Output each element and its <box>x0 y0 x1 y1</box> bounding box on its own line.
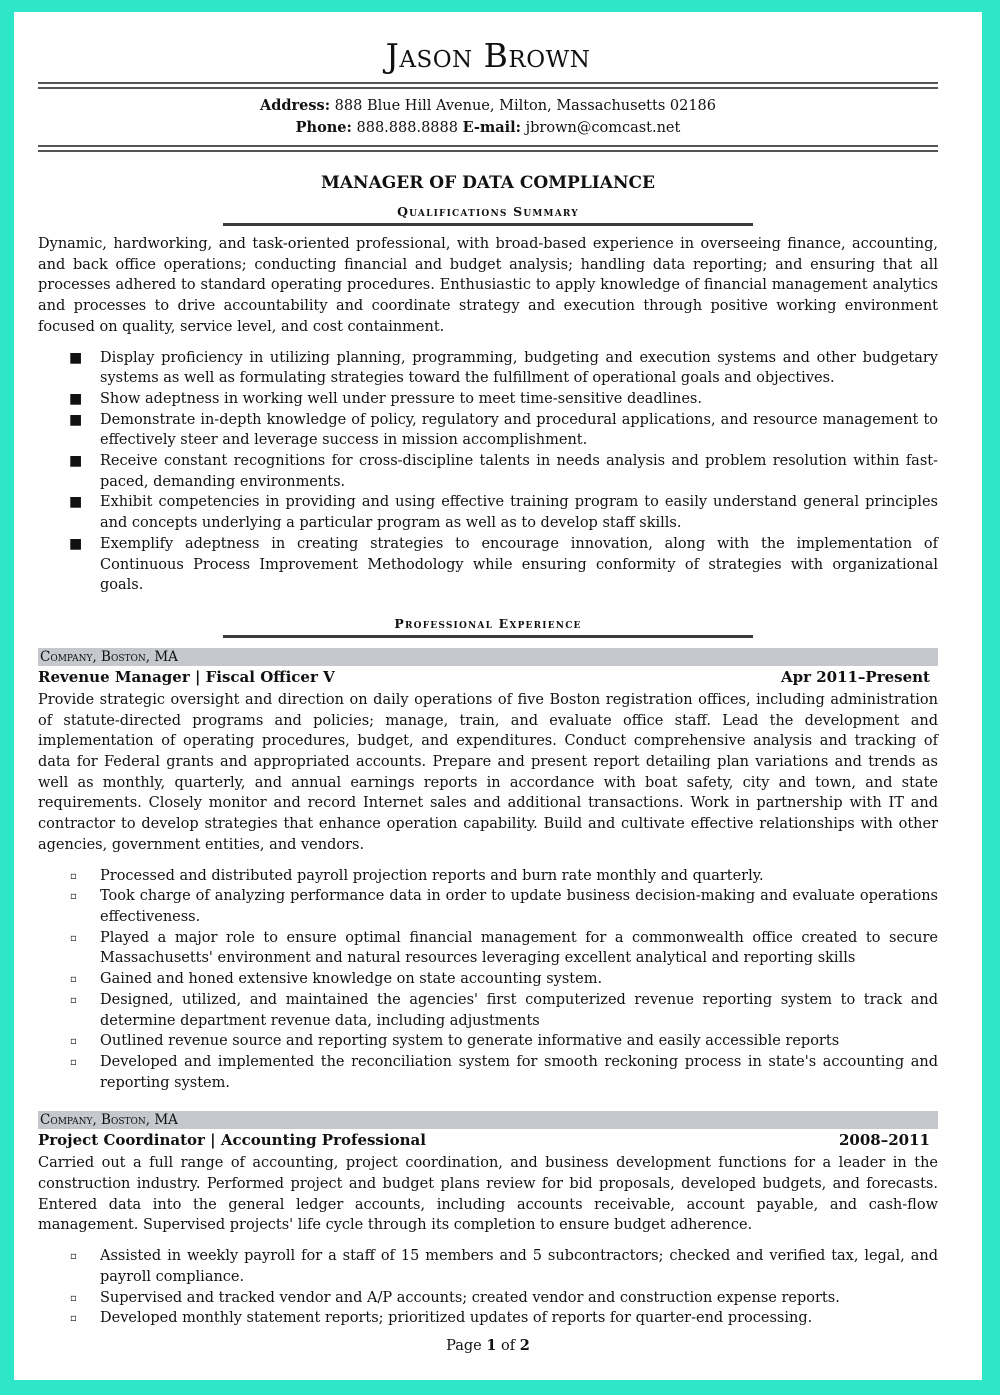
list-item: ▫ Supervised and tracked vendor and A/P accounts; created vendor and construction expense reports. <box>38 1288 938 1309</box>
header-rule-top <box>38 82 938 89</box>
email-label: E-mail: <box>462 119 522 136</box>
list-item: ■ Display proficiency in utilizing planning, programming, budgeting and execution systems and other budgetary systems as well as formulating strategies toward the fulfillment of operational goals and objectives. <box>69 349 938 387</box>
bullet-marker: ■ <box>69 411 83 428</box>
bullet-marker: ▫ <box>70 974 77 986</box>
bullet-marker: ■ <box>69 494 83 511</box>
phone-label: Phone: <box>295 119 352 136</box>
company-bar: Company, Boston, MA <box>38 648 938 666</box>
list-item: ▫ Designed, utilized, and maintained the agencies' first computerized revenue reporting system to track and determine department revenue data, including adjustments <box>70 991 938 1029</box>
company-bar: Company, Boston, MA <box>38 1111 938 1129</box>
bullet-marker: ▫ <box>70 1313 77 1325</box>
bullet-marker: ▫ <box>70 932 77 944</box>
list-item: ▫ Outlined revenue source and reporting system to generate informative and easily accessible reports <box>38 1031 938 1052</box>
list-item: ▫ Developed monthly statement reports; prioritized updates of reports for quarter-end processing. <box>38 1308 938 1329</box>
address-label: Address: <box>260 97 331 114</box>
phone-value: 888.888.8888 <box>351 120 463 136</box>
list-item: ■ Show adeptness in working well under pressure to meet time-sensitive deadlines. <box>38 389 938 410</box>
qualifications-heading: Qualifications Summary <box>397 204 579 219</box>
list-item: ▫ Played a major role to ensure optimal financial management for a commonwealth office created to secure Massachusetts' environment and natural resources leveraging excellent analytical and reporting skills <box>70 929 938 967</box>
experience-heading: Professional Experience <box>394 615 582 631</box>
bullet-marker: ▫ <box>70 1251 77 1263</box>
phone-email-line <box>38 117 938 139</box>
role-dates: 2008–2011 <box>839 1131 930 1150</box>
bullet-marker: ■ <box>69 390 83 407</box>
email-value: jbrown@comcast.net <box>521 120 681 136</box>
qualifications-rule <box>223 223 753 226</box>
list-item: ▫ Gained and honed extensive knowledge on state accounting system. <box>38 969 938 990</box>
resume-page <box>14 12 982 1380</box>
list-item: ▫ Processed and distributed payroll projection reports and burn rate monthly and quarterly. <box>38 866 938 887</box>
page-total: 2 <box>519 1336 530 1354</box>
role-dates: Apr 2011–Present <box>780 667 930 686</box>
page-footer: Page 1 of 2 <box>446 1336 530 1354</box>
role-line <box>38 667 938 687</box>
candidate-name: Jason Brown <box>385 36 591 75</box>
bullet-marker: ▫ <box>70 1056 77 1068</box>
experience-rule <box>223 635 753 638</box>
list-item: ▫ Developed and implemented the reconciliation system for smooth reckoning process in state's accounting and reporting system. <box>70 1053 938 1091</box>
page-current: 1 <box>486 1336 497 1354</box>
address-value: 888 Blue Hill Avenue, Milton, Massachusetts 02186 <box>330 98 716 114</box>
bullet-marker: ▫ <box>70 870 77 882</box>
job-description: Carried out a full range of accounting, project coordination, and business development functions for a leader in the construction industry. Performed project and budget plans review for bid proposals, developed budgets, and forecasts. Entered data into the general ledger accounts, including accounts receivable, account payable, and cash-flow management. Supervised projects' life cycle through its completion to ensure budget adherence. <box>38 1155 938 1234</box>
job-description: Provide strategic oversight and direction on daily operations of five Boston registration offices, including administration of statute-directed programs and policies; manage, train, and evaluate office staff. Lead the development and implementation of operating procedures, budget, and expenditures. Conduct comprehensive analysis and tracking of data for Federal grants and appropriated accounts. Prepare and present report detailing plan variations and trends as well as monthly, quarterly, and annual earnings reports in accordance with boat safety, city and town, and state requirements. Closely monitor and record Internet sales and additional transactions. Work in partnership with IT and contractor to develop strategies that enhance operation capability. Build and cultivate effective relationships with other agencies, government entities, and vendors. <box>38 691 938 853</box>
job-achievements-list <box>38 1246 938 1329</box>
header-rule-bottom <box>38 145 938 152</box>
qualifications-summary: Dynamic, hardworking, and task-oriented professional, with broad-based experience in overseeing finance, accounting, and back office operations; conducting financial and budget analysis; handling data reporting; and ensuring that all processes adhered to standard operating procedures. Enthusiastic to apply knowledge of financial management analytics and processes to drive accountability and coordinate strategy and execution through positive working environment focused on quality, service level, and cost containment. <box>38 236 938 335</box>
qualifications-list <box>38 348 938 596</box>
bullet-marker: ■ <box>69 535 83 552</box>
list-item: ■ Exhibit competencies in providing and using effective training program to easily understand general principles and concepts underlying a particular program as well as to develop staff skills. <box>69 494 938 532</box>
role-line <box>38 1130 938 1150</box>
bullet-marker: ■ <box>69 349 83 366</box>
list-item: ▫ Took charge of analyzing performance data in order to update business decision-making and evaluate operations effectiveness. <box>70 888 938 925</box>
list-item: ■ Demonstrate in-depth knowledge of policy, regulatory and procedural applications, and resource management to effectively steer and leverage success in mission accomplishment. <box>69 411 938 449</box>
role-title: Project Coordinator | Accounting Professional <box>38 1131 426 1150</box>
bullet-marker: ▫ <box>70 994 77 1006</box>
job-achievements-list <box>38 866 938 1094</box>
bullet-marker: ▫ <box>70 1292 77 1304</box>
bullet-marker: ■ <box>69 453 83 470</box>
bullet-marker: ▫ <box>70 1036 77 1048</box>
bullet-marker: ▫ <box>70 891 77 903</box>
list-item: ■ Exemplify adeptness in creating strategies to encourage innovation, along with the implementation of Continuous Process Improvement Methodology while ensuring conformity of strategies with organizational goals. <box>69 535 938 594</box>
list-item: ■ Receive constant recognitions for cross-discipline talents in needs analysis and problem resolution within fast-paced, demanding environments. <box>69 453 938 490</box>
list-item: ▫ Assisted in weekly payroll for a staff of 15 members and 5 subcontractors; checked and verified tax, legal, and payroll compliance. <box>70 1248 938 1285</box>
role-title: Revenue Manager | Fiscal Officer V <box>38 667 335 686</box>
job-title: MANAGER OF DATA COMPLIANCE <box>321 173 655 193</box>
contact-block <box>38 95 938 139</box>
address-line <box>38 95 938 117</box>
